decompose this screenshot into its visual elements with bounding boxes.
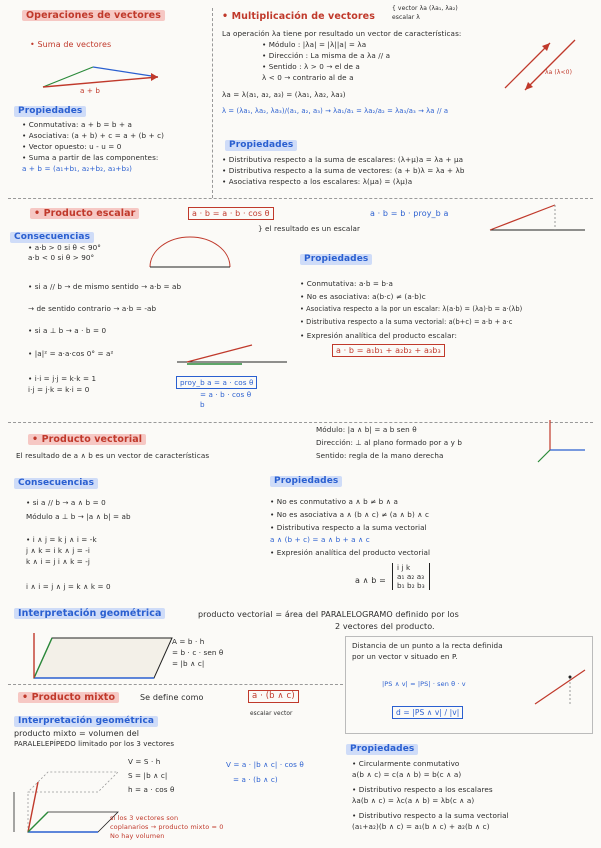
prop4-1: • No es asociativa a ∧ (b ∧ c) ≠ (a ∧ b) ∧ c	[270, 510, 430, 519]
proy-line1: b	[200, 400, 205, 409]
mixto-geo1: producto mixto = volumen del	[14, 729, 140, 738]
proy-diagram-2	[172, 340, 292, 370]
prop4-2: • Distributiva respecto a la suma vectorial	[270, 523, 427, 532]
conse4-0: • si a // b → a ∧ b = 0	[26, 498, 106, 507]
escalar-analytic: a · b = a₁b₁ + a₂b₂ + a₃b₃	[332, 344, 445, 357]
parallelogram-diagram	[14, 628, 174, 688]
prop2-0: • Distributiva respecto a la suma de escalares: (λ+μ)a = λa + μa	[222, 155, 464, 164]
prop4-3: a ∧ (b + c) = a ∧ b + a ∧ c	[270, 535, 370, 544]
interp-title: Interpretación geométrica	[14, 608, 165, 619]
interp-text1: producto vectorial = área del PARALELOGRAMO definido por los	[198, 610, 459, 619]
mult-line4: λ < 0 → contrario al de a	[262, 73, 354, 82]
det-lhs: a ∧ b =	[355, 576, 386, 585]
conse4-title: Consecuencias	[14, 478, 98, 489]
vol-2: h = a · cos θ	[128, 785, 175, 794]
prop1-1: • Asociativa: (a + b) + c = a + (b + c)	[22, 131, 165, 140]
divider-h1	[8, 198, 593, 199]
mult-note2: escalar λ	[392, 14, 420, 21]
escalar-result: } el resultado es un escalar	[258, 224, 361, 233]
distance-diagram	[530, 662, 590, 712]
mult-line0: La operación λa tiene por resultado un vector de características:	[222, 29, 462, 38]
divider-h3	[8, 684, 343, 685]
prop1-4: a + b = (a₁+b₁, a₂+b₂, a₃+b₃)	[22, 164, 133, 173]
det-row1: a₁ a₂ a₃	[397, 572, 425, 581]
mixto-note2: coplanarios → producto mixto = 0	[110, 823, 224, 831]
prop6-4: • Distributivo respecto a la suma vectorial	[352, 811, 509, 820]
conse3-title: Consecuencias	[10, 232, 94, 243]
conse3-1: a·b < 0 si θ > 90°	[28, 253, 95, 262]
suma-title: • Suma de vectores	[30, 40, 112, 49]
prop2-2: • Asociativa respecto a los escalares: λ(μa) = (λμ)a	[222, 177, 413, 186]
prop4-0: • No es conmutativo a ∧ b ≠ b ∧ a	[270, 497, 398, 506]
escalar-formula2: a · b = b · proy_b a	[370, 209, 449, 218]
conse4-4: k ∧ i = j i ∧ k = -j	[26, 557, 91, 566]
divider-h2	[8, 422, 593, 423]
suma-label: a + b	[80, 86, 101, 95]
props3-title: Propiedades	[300, 254, 372, 265]
prop1-0: • Conmutativa: a + b = b + a	[22, 120, 132, 129]
vector-sum-diagram	[38, 52, 168, 97]
mult-title: • Multiplicación de vectores	[222, 11, 375, 22]
prop1-3: • Suma a partir de las componentes:	[22, 153, 159, 162]
props4-title: Propiedades	[270, 476, 342, 487]
angle-diagram	[140, 232, 240, 272]
mixto-sub: escalar vector	[250, 711, 293, 717]
prop3-3: • Distributiva respecto a la suma vectorial: a(b+c) = a·b + a·c	[300, 318, 513, 326]
props2-title: Propiedades	[225, 140, 297, 151]
dist-text2: por un vector v situado en P.	[352, 652, 458, 661]
prop3-4: • Expresión analítica del producto escalar:	[300, 331, 457, 340]
vectorial-title: • Producto vectorial	[28, 434, 146, 445]
prop6-1: a(b ∧ c) = c(a ∧ b) = b(c ∧ a)	[352, 770, 462, 779]
divider-v1	[212, 8, 213, 198]
dist-formula1: |PS ∧ v| = |PS| · sen θ · v	[382, 680, 466, 688]
conse4-3: j ∧ k = i k ∧ j = -i	[26, 546, 91, 555]
mixto-formula: a · (b ∧ c)	[248, 690, 299, 703]
escalar-formula: a · b = a · b · cos θ	[188, 207, 274, 220]
mixto-note1: si los 3 vectores son	[110, 814, 179, 822]
conse3-3: → de sentido contrario → a·b = -ab	[28, 304, 157, 313]
vol2-0: V = a · |b ∧ c| · cos θ	[226, 760, 304, 769]
prop6-5: (a₁+a₂)(b ∧ c) = a₁(b ∧ c) + a₂(b ∧ c)	[352, 822, 490, 831]
interp-text2: 2 vectores del producto.	[335, 622, 435, 631]
mult-line2: • Dirección : La misma de a λa // a	[262, 51, 391, 60]
dist-formula2: d = |PS ∧ v| / |v|	[392, 706, 463, 719]
title-operaciones: Operaciones de vectores	[22, 10, 165, 21]
conse3-2: • si a // b → de mismo sentido → a·b = ab	[28, 282, 182, 291]
conse3-0: • a·b > 0 si θ < 90°	[28, 243, 101, 252]
conse4-2: • i ∧ j = k j ∧ i = -k	[26, 535, 97, 544]
vol-0: V = S · h	[128, 757, 161, 766]
conse3-4: • si a ⊥ b → a · b = 0	[28, 326, 107, 335]
conse4-5: i ∧ i = j ∧ j = k ∧ k = 0	[26, 582, 111, 591]
dist-text1: Distancia de un punto a la recta definida	[352, 641, 503, 650]
prop3-2: • Asociativa respecto a la por un escalar: λ(a·b) = (λa)·b = a·(λb)	[300, 305, 523, 313]
escalar-title: • Producto escalar	[30, 208, 139, 219]
mixto-def: Se define como	[140, 693, 204, 702]
vol2-1: = a · (b ∧ c)	[233, 775, 278, 784]
area-0: A = b · h	[172, 637, 205, 646]
area-2: = |b ∧ c|	[172, 659, 205, 668]
props6-title: Propiedades	[346, 744, 418, 755]
prop6-3: λa(b ∧ c) = λc(a ∧ b) = λb(c ∧ a)	[352, 796, 475, 805]
det-row0: i j k	[397, 563, 411, 572]
mixto-note3: No hay volumen	[110, 832, 165, 840]
prop3-0: • Conmutativa: a·b = b·a	[300, 279, 393, 288]
prop6-0: • Circularmente conmutativo	[352, 759, 460, 768]
det-row2: b₁ b₂ b₃	[397, 581, 425, 590]
conse3-7: i·j = j·k = k·i = 0	[28, 385, 90, 394]
conse3-6: • i·i = j·j = k·k = 1	[28, 374, 97, 383]
mult-note1: { vector λa (λa₁, λa₂)	[392, 5, 458, 12]
prop6-2: • Distributivo respecto a los escalares	[352, 785, 493, 794]
proy-line0: = a · b · cos θ	[200, 390, 252, 399]
vectorial-char0: Módulo: |a ∧ b| = a b sen θ	[316, 425, 417, 434]
prop3-1: • No es asociativa: a(b·c) ≠ (a·b)c	[300, 292, 426, 301]
mixto-title: • Producto mixto	[18, 692, 119, 703]
mult-line6: λ = (λa₁, λa₂, λa₃)/(a₁, a₂, a₃) → λa₁/a₁ = λa₂/a₂ = λa₃/a₃ → λa // a	[222, 107, 449, 115]
cross-product-diagram	[530, 415, 595, 465]
vectorial-char1: Dirección: ⊥ al plano formado por a y b	[316, 438, 463, 447]
scalar-mult-diagram	[495, 28, 595, 98]
proy-box: proy_b a = a · cos θ	[176, 376, 257, 389]
mult-line1: • Módulo : |λa| = |λ||a| = λa	[262, 40, 367, 49]
vectorial-char2: Sentido: regla de la mano derecha	[316, 451, 444, 460]
mult-diag-label: λa (λ<0)	[545, 69, 573, 76]
vol-1: S = |b ∧ c|	[128, 771, 168, 780]
area-1: = b · c · sen θ	[172, 648, 224, 657]
conse4-1: Módulo a ⊥ b → |a ∧ b| = ab	[26, 512, 131, 521]
mult-line3: • Sentido : λ > 0 → el de a	[262, 62, 360, 71]
prop1-2: • Vector opuesto: u - u = 0	[22, 142, 122, 151]
mixto-geo2: PARALELEPÍPEDO limitado por los 3 vectores	[14, 740, 175, 748]
vectorial-intro: El resultado de a ∧ b es un vector de características	[16, 451, 210, 460]
determinant	[392, 563, 430, 590]
props1-title: Propiedades	[14, 106, 86, 117]
proy-diagram	[485, 200, 595, 240]
prop2-1: • Distributiva respecto a la suma de vectores: (a + b)λ = λa + λb	[222, 166, 465, 175]
mult-line5: λa = λ(a₁, a₂, a₃) = (λa₁, λa₂, λa₃)	[222, 90, 346, 99]
conse3-5: • |a|² = a·a·cos 0° = a²	[28, 349, 114, 358]
mixto-geo-title: Interpretación geométrica	[14, 716, 158, 727]
prop4-4: • Expresión analítica del producto vectorial	[270, 548, 431, 557]
